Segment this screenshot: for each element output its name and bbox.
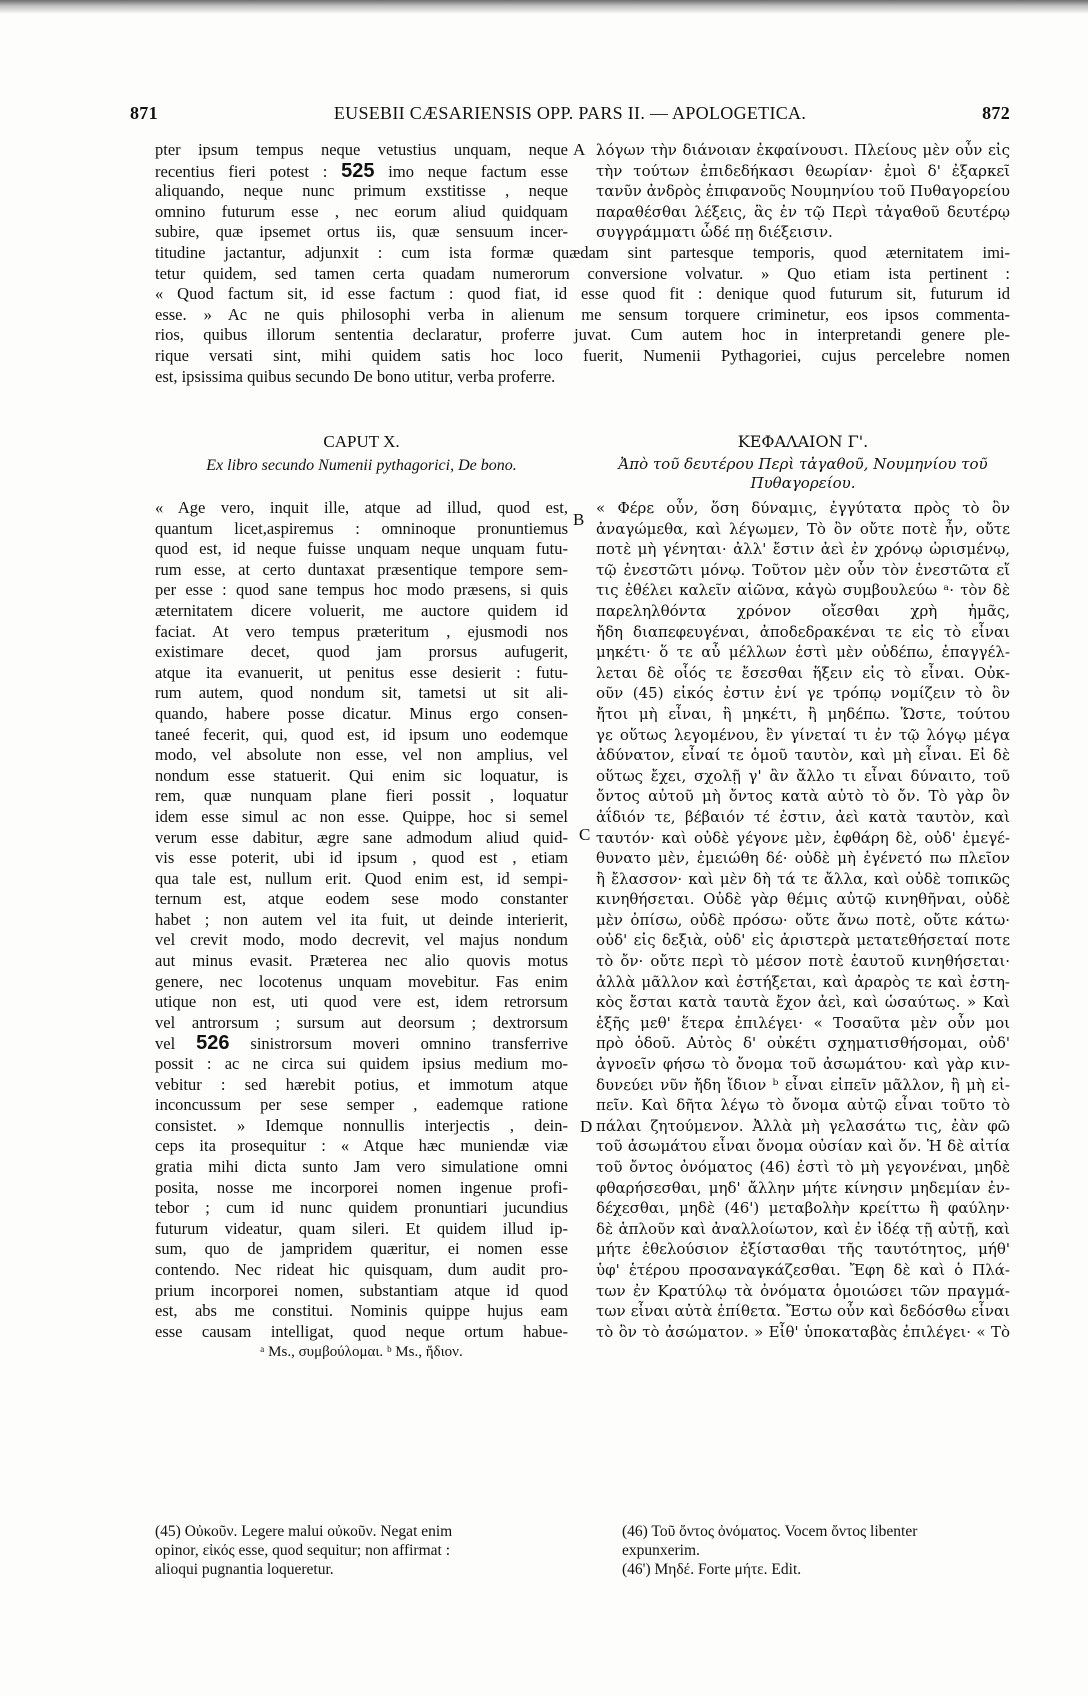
text-line: « Age vero, inquit ille, atque ad illud, quod est, — [155, 498, 568, 517]
footnote-line: (46) Τοῦ ὄντος ὀνόματος. Vocem ὄντος libenter — [622, 1523, 918, 1540]
footnote-line: alioqui pugnantia loqueretur. — [155, 1561, 334, 1578]
latin-column — [155, 498, 568, 1363]
greek-line: ἤδη διαπεφευγέναι, ἀποδεδρακέναι τε εἰς τὸ εἶναι — [596, 622, 1010, 641]
text-line: « Quod factum sit, id esse factum : quod fiat, id esse quod fit : denique quod futurum sit, futurum id — [155, 284, 1010, 304]
footnotes-right — [622, 1522, 1022, 1579]
text-line: rios, quibus illorum sententia declaratur, proferre juvat. Cum autem hoc in interpretandi genere ple- — [155, 325, 1010, 345]
greek-line: δέχεσθαι, μηδὲ (46') μεταβολὴν κρείττω ἢ φαύλην· — [596, 1199, 1010, 1218]
text-line: taneé fecerit, qui, quod est, id ipsum uno eodemque — [155, 724, 568, 744]
text-line: faciat. At vero tempus præteritum , ejusmodi nos — [155, 621, 568, 641]
text-line: futurum videatur, quam sileri. Et quidem illud ip- — [155, 1218, 568, 1238]
text-line: contendo. Nec rideat hic quisquam, dum audit pro- — [155, 1259, 568, 1279]
greek-line: πάλαι ζητούμενον. Ἀλλὰ μὴ γελασάτω τις, ἐὰν φῶ — [596, 1116, 1010, 1135]
greek-line: δὲ ἁπλοῦν καὶ ἀναλλοίωτον, καὶ ἐν ἰδέᾳ τῇ αὐτῇ, καὶ — [596, 1219, 1010, 1238]
greek-line: συγγράμματι ὧδέ πῃ διέξεισιν. — [596, 223, 833, 242]
greek-line: οῦν (45) εἰκός ἐστιν ἑνί γε τρόπῳ νομίζειν τὸ ὂν — [596, 684, 1010, 703]
caput-subtitle: Ex libro secundo Numenii pythagorici, De bono. — [206, 457, 517, 474]
kephalaion-subtitle — [596, 455, 1010, 493]
running-title: EUSEBII CÆSARIENSIS OPP. PARS II. — APOLOGETICA. — [333, 103, 807, 123]
greek-column — [596, 498, 1010, 1342]
text-line: quod est, id neque fuisse unquam neque unquam futu- — [155, 539, 568, 559]
greek-line: μήτε ἐθελούσιον ἐξίστασθαι τῆς ταυτότητος, μήθ' — [596, 1240, 1010, 1259]
text-line: qua tale est, nullum erit. Quod enim est, id sempi- — [155, 868, 568, 888]
text-line: titudine jactantur, adjunxit : cum ista formæ quædam sint partesque temporis, quod æternitatem imi- — [155, 243, 1010, 262]
greek-line: τὸ ὄν· οὔτε περὶ τὸ μέσον ποτὲ ἑαυτοῦ κινηθήσεται· — [596, 952, 1010, 971]
text-line: ceps ita prosequitur : « Atque hæc muniendæ viæ — [155, 1136, 568, 1156]
text-line: utique non est, uti quod vere est, idem retrorsum — [155, 992, 568, 1012]
greek-line: τοῦ ὄντος ὀνόματος (46) ἐστὶ τὸ μὴ γεγονέναι, μηδὲ — [596, 1158, 1010, 1176]
greek-line: τις ἐθέλει καλεῖν αἰῶνα, κἀγὼ συμβουλεύω ᵃ· τὸν δὲ — [596, 581, 1010, 600]
greek-line: των ἐν Κρατύλῳ τὰ ὀνόματα ὁμοιώσει τῶν πραγμά- — [596, 1281, 1010, 1300]
margin-letter-a: A — [573, 140, 586, 159]
top-right-block — [596, 140, 1010, 243]
text-line: rum esse, at certo duntaxat præsentique tempore sem- — [155, 559, 568, 579]
kephalaion-heading: ΚΕΦΑΛΑΙΟΝ Γ'. — [737, 432, 869, 451]
text-line: est, abs me constitui. Nominis quippe hujus eam — [155, 1301, 568, 1321]
greek-line: μὲν ὀπίσω, οὐδὲ πρόσω· οὔτε ἄνω ποτὲ, οὔτε κάτω· — [596, 910, 1010, 929]
greek-line: ποτὲ μὴ γένηται· ἀλλ' ἔστιν ἀεὶ ἐν χρόνῳ ὡρισμένῳ, — [596, 540, 1010, 559]
kephalaion-subtitle-line: Ἀπὸ τοῦ δευτέρου Περὶ τἀγαθοῦ, Νουμηνίου τοῦ — [618, 455, 988, 473]
greek-line: τοῦ ἀσωμάτου εἶναι ὄνομα οὐσίαν καὶ ὄν. Ἡ δὲ αἰτία — [596, 1137, 1010, 1156]
text-line: est, ipsissima quibus secundo De bono utitur, verba proferre. — [155, 366, 556, 386]
full-width-paragraph — [155, 243, 1010, 387]
greek-line: τὴν τούτων ἐπιδεδήκασι θεωρίαν· ἐμοὶ δ' ἐξαρκεῖ — [596, 161, 1010, 180]
note-line: ᵃ Ms., συμβούλομαι. ᵇ Ms., ἤδιον. — [260, 1344, 463, 1361]
text-line: inconcussum per sese semper , eademque ratione — [155, 1095, 568, 1115]
margin-letter-d: D — [580, 1117, 593, 1136]
text-line: tebor ; cum id nunc quidem pronuntiari jucundius — [155, 1198, 568, 1218]
greek-line: ὄντος αὐτοῦ μὴ ὄντος κατὰ αὐτὸ τὸ ὄν. Τὸ γὰρ ὂν — [596, 787, 1010, 806]
text-line: æternitatem dicere voluerit, me auctore quidem id — [155, 600, 568, 620]
text-line: verum esse dabitur, ægre sane admodum aliud quid- — [155, 827, 568, 847]
text-line: nondum esse statuerit. Qui enim sic loquatur, is — [155, 765, 568, 785]
footnote-line: opinor, εἰκός esse, quod sequitur; non affirmat : — [155, 1542, 451, 1559]
greek-line: τανῦν ἀνδρὸς ἐπιφανοῦς Νουμηνίου τοῦ Πυθαγορείου — [596, 182, 1010, 201]
text-line: esse. » Ac ne quis philosophi verba in alienum me sensum torquere criminetur, eos ipsos commenta- — [155, 304, 1010, 324]
text-line: possit : ac ne circa sui quidem ipsius medium mo- — [155, 1054, 568, 1074]
text-line: rum autem, quod nondum sit, tametsi ut sit ali- — [155, 683, 568, 703]
text-line: vel 526 sinistrorsum moveri omnino transferrive — [155, 1033, 568, 1055]
text-line: atque ita evanuerit, ut penitus esse desierit : futu- — [155, 662, 568, 682]
greek-line: ἀλλὰ μᾶλλον καὶ ἐστήξεται, καὶ ἀραρὸς τε καὶ ἑστη- — [596, 972, 1010, 991]
greek-line: ἀγνοεῖν φήσω τὸ ὄνομα τοῦ ἀσωμάτου· καὶ γὰρ κιν- — [596, 1055, 1010, 1074]
greek-line: ἢ ἔλασσον· καὶ μὲν δὴ τά τε ἄλλα, καὶ οὐδὲ τοπικῶς — [596, 869, 1010, 888]
text-line: genere, nec locotenus unquam movebitur. Fas enim — [155, 971, 568, 991]
text-line: quantum licet,aspiremus : omninoque pronuntiemus — [155, 518, 568, 538]
text-line: vebitur : sed hærebit potius, et immotum atque — [155, 1074, 568, 1094]
text-line: quando, habere posse dicatur. Minus ergo consen- — [155, 703, 568, 723]
text-line: gratia mihi dicta sunto Jam vero simulatione omni — [155, 1157, 568, 1176]
kephalaion-subtitle-line: Πυθαγορείου. — [750, 474, 856, 492]
text-line: posita, nosse me incorporei nomen ingenue profi- — [155, 1177, 568, 1197]
text-line: rem, quæ nunquam plane fieri possit , loquatur — [155, 786, 568, 806]
running-header — [130, 103, 1010, 127]
greek-line: παρεληλθόντα χρόνον οἴεσθαι χρὴ ἡμᾶς, — [596, 601, 1010, 620]
margin-letter-c: C — [579, 825, 591, 844]
text-line: rique versati sint, mihi quidem satis hoc loco fuerit, Numenii Pythagoriei, cujus percelebre nomen — [155, 345, 1010, 365]
text-line: ternum est, atque eodem sese modo constanter — [155, 889, 568, 909]
text-line: aut minus evasit. Præterea nec alio quovis motus — [155, 951, 568, 971]
text-line: modo, vel absolute non esse, vel non amplius, vel — [155, 745, 568, 765]
greek-line: ἤτοι μὴ εἶναι, ἢ μηκέτι, ἢ μηδέπω. Ὥστε, τούτου — [596, 704, 1010, 723]
text-line: pter ipsum tempus neque vetustius unquam, neque — [155, 140, 568, 159]
text-line: vis esse poterit, ubi id ipsum , quod est , etiam — [155, 848, 568, 868]
text-line: sum, quo de jampridem quæritur, ei nomen esse — [155, 1239, 568, 1259]
text-line: consistet. » Idemque nonnullis interjectis , dein- — [155, 1115, 568, 1135]
page-number-left: 871 — [130, 103, 158, 123]
text-line: recentius fieri potest : 525 imo neque factum esse — [155, 160, 568, 182]
text-line: subire, quæ ipsemet ortus iis, quæ sensuum incer- — [155, 222, 568, 242]
greek-line: δυνεύει νῦν ἤδη ἴδιον ᵇ εἶναι εἰπεῖν μᾶλλον, ἢ μὴ εἰ- — [596, 1075, 1010, 1094]
greek-line: οὕτως ἔχει, σχολῇ γ' ἂν ἄλλο τι εἶναι δύναιτο, τοῦ — [596, 766, 1010, 785]
greek-line: πρὸ ὁδοῦ. Αὐτὸς δ' οὐκέτι σχηματισθήσομαι, οὐδ' — [596, 1034, 1010, 1053]
greek-line: ἀναγώμεθα, καὶ λέγωμεν, Τὸ ὂν οὔτε ποτὲ ἦν, οὔτε — [596, 519, 1010, 538]
greek-line: μηκέτι· ὅ τε αὖ μέλλων ἐστὶ μὲν οὐδέπω, ἐπαγγέλ- — [596, 643, 1010, 662]
greek-line: ἀΐδιόν τε, βέβαιόν τέ ἐστιν, ἀεὶ κατὰ ταυτὸν, καὶ — [596, 807, 1010, 826]
greek-line: τὸ ὂν τὸ ἀσώματον. » Εἶθ' ὑποκαταβὰς ἐπιλέγει· « Τὸ — [596, 1322, 1010, 1341]
text-line: idem esse simul ac non esse. Quippe, hoc si semel — [155, 806, 568, 826]
caput-heading: CAPUT X. — [323, 432, 400, 451]
text-line: prium incorporei nomen, substantiam atque id quod — [155, 1280, 568, 1300]
greek-line: ταυτόν· καὶ οὐδὲ γέγονε μὲν, ἐφθάρη δὲ, οὐδ' ἐμεγέ- — [596, 828, 1010, 847]
greek-line: πεῖν. Καὶ δῆτα λέγω τὸ ὄνομα αὐτῷ εἶναι τοῦτο τὸ — [596, 1096, 1010, 1115]
text-line: vel antrorsum ; sursum aut deorsum ; dextrorsum — [155, 1012, 568, 1032]
footnotes-left — [155, 1522, 585, 1579]
text-line: per esse : quod sane tempus hoc modo præsens, si quis — [155, 580, 568, 600]
greek-line: γε οὕτως λεγομένου, ἓν γίνεταί τι ἐν τῷ λόγῳ μέγα — [596, 725, 1010, 744]
margin-letter-b: B — [573, 510, 585, 529]
greek-line: φθαρήσεσθαι, μηδ' ἄλλην μήτε κίνησιν μηδεμίαν ἐν- — [596, 1178, 1010, 1197]
greek-line: ἀδύνατον, εἶναί τε ὁμοῦ ταυτὸν, καὶ μὴ εἶναι. Εἰ δὲ — [596, 746, 1010, 765]
page-number-right: 872 — [982, 103, 1010, 123]
greek-line: οὐδ' εἰς δεξιὰ, οὐδ' εἰς ἀριστερὰ μετατεθήσεταί ποτε — [596, 931, 1010, 950]
text-line: omnino futurum esse , nec eorum aliud quidquam — [155, 201, 568, 221]
footnote-line: (45) Οὐκοῦν. Legere malui οὐκοῦν. Negat enim — [155, 1523, 453, 1540]
greek-line: παραθέσθαι λέξεις, ἃς ἐν τῷ Περὶ τἀγαθοῦ δευτέρῳ — [596, 202, 1010, 221]
text-line: esse causam intelligat, quod neque ortum habue- — [155, 1321, 568, 1341]
scan-top-edge — [0, 0, 1088, 14]
top-left-block — [155, 140, 568, 243]
greek-line: ἑξῆς μεθ' ἕτερα ἐπιλέγει· « Τοσαῦτα μὲν οὖν μοι — [596, 1013, 1010, 1032]
footnote-line: (46') Μηδέ. Forte μήτε. Edit. — [622, 1561, 802, 1578]
greek-line: λεται δὲ οἷός τε ἔσεσθαι ἥξειν εἰς τὸ εἶναι. Οὐκ- — [596, 663, 1010, 682]
greek-line: κὸς ἔσται κατὰ ταυτὰ ἔχον ἀεὶ, καὶ ὡσαύτως. » Καὶ — [596, 993, 1010, 1012]
footnote-line: expunxerim. — [622, 1542, 700, 1559]
text-line: existimare decet, quod jam prorsus aufugerit, — [155, 642, 568, 662]
marginal-number-525: 525 — [341, 160, 375, 182]
greek-line: τῷ ἐνεστῶτι μόνῳ. Τοῦτον μὲν οὖν τὸν ἐνεστῶτα εἴ — [596, 560, 1010, 579]
greek-line: των εἶναι αὐτὰ ἐπίθετα. Ἔστω οὖν καὶ δεδόσθω εἶναι — [596, 1302, 1010, 1321]
greek-line: θυνατο μὲν, ἐμειώθη δέ· οὐδὲ μὴ ἐγένετό πω πλεῖον — [596, 849, 1010, 868]
greek-line: κινηθήσεται. Οὐδὲ γὰρ θέμις αὐτῷ κινηθῆναι, οὐδὲ — [596, 890, 1010, 909]
greek-line: ὑφ' ἑτέρου προσαναγκάζεσθαι. Ἔφη δὲ καὶ ὁ Πλά- — [596, 1260, 1010, 1279]
text-line: habet ; non autem vel ita fuit, ut deinde interierit, — [155, 909, 568, 929]
text-line: aliquando, neque nunc primum exstitisse , neque — [155, 181, 568, 201]
text-line: vel crevit modo, modo decrevit, vel majus nondum — [155, 930, 568, 950]
greek-line: « Φέρε οὖν, ὅση δύναμις, ἐγγύτατα πρὸς τὸ ὂν — [596, 499, 1010, 517]
greek-line: λόγων τὴν διάνοιαν ἐκφαίνουσι. Πλείους μὲν οὖν εἰς — [596, 141, 1010, 159]
marginal-number-526: 526 — [196, 1033, 230, 1055]
text-line: tetur quidem, sed tamen certa quadam numerorum conversione volvatur. » Quo etiam ista pertinent : — [155, 263, 1010, 283]
